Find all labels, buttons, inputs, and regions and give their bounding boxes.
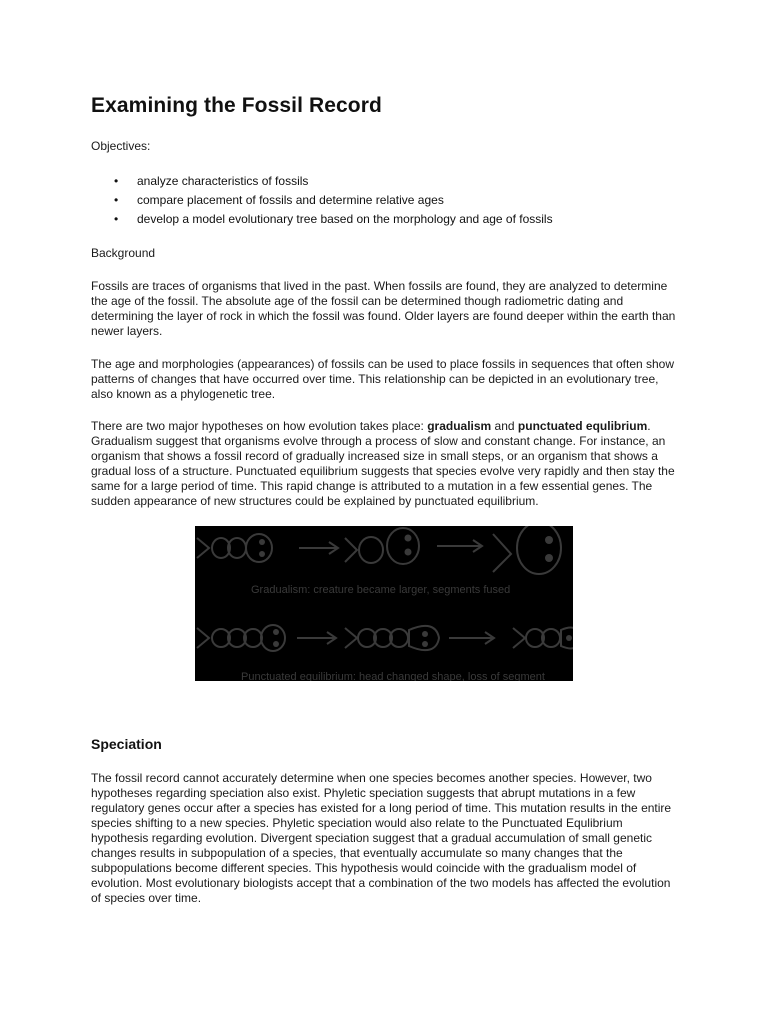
background-heading: Background: [91, 246, 156, 260]
paragraph: Fossils are traces of organisms that lived in the past. When fossils are found, they are analyzed to determine the age of the fossil. The absolute age of the fossil can be determined though radiometric dating and determining the layer of rock in which the fossil was found. Older layers are found deeper within the earth than newer layers.: [91, 279, 676, 338]
list-item: • compare placement of fossils and determine relative ages: [114, 193, 444, 207]
figure-caption: Punctuated equilibrium: head changed shape, loss of segment: [241, 671, 545, 681]
paragraph: The fossil record cannot accurately determine when one species becomes another species. However, two hypotheses regarding speciation also exist. Phyletic speciation suggests that abrupt mutations in a few regulatory genes occur after a species has existed for a long period of time. This mutation results in the entire species shifting to a new species. Phyletic speciation would also relate to the Punctuated Equlibrium hypothesis regarding evolution. Divergent speciation suggest that a gradual accumulation of small genetic changes results in subpopulation of a species, that eventually accumulate so many changes that the subpopulations become different species. This hypothesis would coincide with the gradualism model of evolution. Most evolutionary biologists accept that a combination of the two models has affected the evolution of species over time.: [91, 771, 672, 905]
bullet-icon: •: [114, 212, 119, 226]
bullet-icon: •: [114, 174, 119, 188]
paragraph: There are two major hypotheses on how evolution takes place: gradualism and punctuated equlibrium. Gradualism suggest that organisms evolve through a process of slow and constant change. For instance, an organism that shows a fossil record of gradually increased size in small steps, or an organism that shows a gradual loss of a structure. Punctuated equilibrium suggests that species evolve very rapidly and then stay the same for a large period of time. This rapid change is attributed to a mutation in a few essential genes. The sudden appearance of new structures could be explained by punctuated equilibrium.: [91, 419, 675, 508]
arrow-icon: [449, 632, 494, 644]
fossil-creature-icon: [493, 526, 561, 574]
term-gradualism: gradualism: [427, 419, 492, 433]
paragraph: The age and morphologies (appearances) of fossils can be used to place fossils in sequences that often show patterns of changes that have occurred over time. This relationship can be depicted in an evolutionary tree, also known as a phylogenetic tree.: [91, 357, 675, 401]
bullet-icon: •: [114, 193, 119, 207]
figure-caption: Gradualism: creature became larger, segments fused: [251, 584, 511, 596]
arrow-icon: [437, 540, 482, 552]
page-title: Examining the Fossil Record: [91, 94, 382, 117]
list-item: • develop a model evolutionary tree based on the morphology and age of fossils: [114, 212, 553, 226]
section-heading: Speciation: [91, 736, 162, 752]
list-item: • analyze characteristics of fossils: [114, 174, 309, 188]
evolution-diagram-svg: [195, 526, 573, 681]
arrow-icon: [299, 542, 338, 554]
term-punctuated-equilibrium: punctuated equlibrium: [517, 419, 648, 433]
evolution-diagram: [195, 526, 573, 681]
objectives-list: [91, 174, 553, 231]
fossil-creature-icon: [345, 528, 419, 564]
fossil-creature-icon: [197, 625, 285, 651]
arrow-icon: [297, 632, 336, 644]
objectives-label: Objectives:: [91, 139, 151, 153]
fossil-creature-icon: [513, 628, 573, 649]
fossil-creature-icon: [197, 534, 272, 562]
